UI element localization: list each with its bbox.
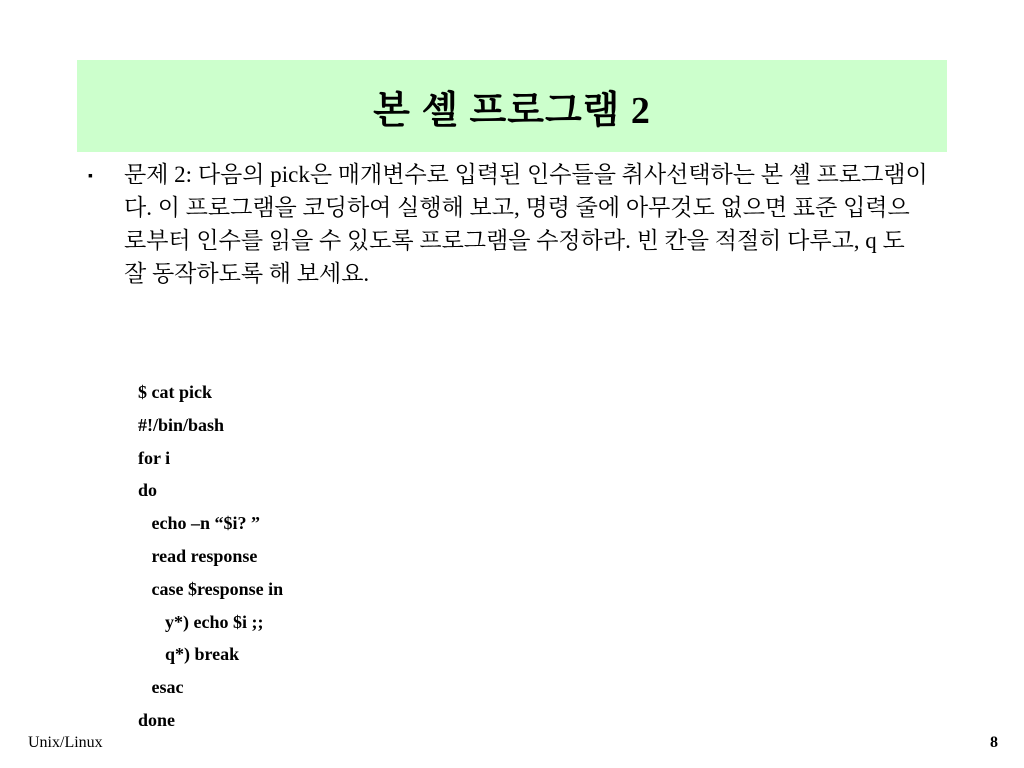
slide-title: 본 셸 프로그램 2 — [373, 89, 651, 132]
code-line: case $response in — [138, 578, 284, 599]
bullet-area — [88, 158, 938, 290]
page-number: 8 — [990, 734, 998, 751]
code-line: #!/bin/bash — [138, 414, 225, 435]
footer-course-label: Unix/Linux — [28, 734, 103, 751]
code-line: esac — [138, 677, 184, 698]
code-line: done — [138, 709, 176, 730]
code-line: $ cat pick — [138, 382, 212, 402]
bullet-item — [88, 158, 938, 290]
code-line: for i — [138, 447, 171, 468]
code-line: echo –n “$i? ” — [138, 513, 261, 534]
title-bar — [77, 60, 947, 152]
code-block — [138, 376, 538, 737]
code-line: q*) break — [138, 644, 240, 665]
problem-description: 문제 2: 다음의 pick은 매개변수로 입력된 인수들을 취사선택하는 본 셸 프로그램이다. 이 프로그램을 코딩하여 실행해 보고, 명령 줄에 아무것도 없으면 표준 입력으로부터 인수를 읽을 수 있도록 프로그램을 수정하라. 빈 칸을 적절히 다루고, q 도 잘 동작하도록 해 보세요. — [124, 162, 928, 286]
code-line: do — [138, 480, 158, 501]
square-bullet-icon: ▪ — [88, 169, 93, 184]
code-line: read response — [138, 545, 258, 566]
code-line: y*) echo $i ;; — [138, 611, 264, 632]
